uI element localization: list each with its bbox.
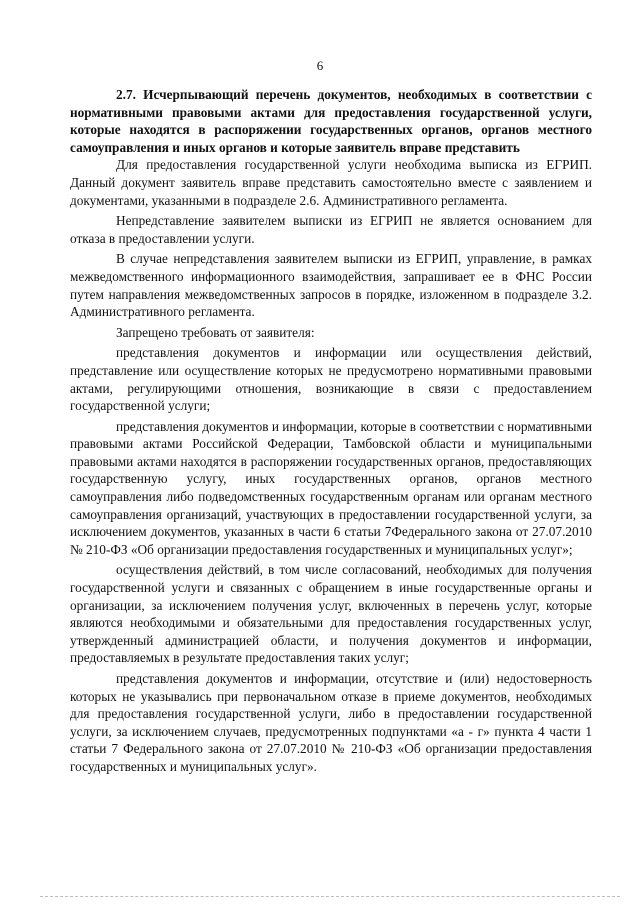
paragraph-non-submission: Непредставление заявителем выписки из ЕГРИП не является основанием для отказа в предоставлении услуги. xyxy=(70,213,592,246)
section-heading: 2.7. Исчерпывающий перечень документов, необходимых в соответствии с нормативными правовыми актами для предоставления государственной услуги, которые находятся в распоряжении государственных органов, органов местного самоуправления и иных органов и которые заявитель вправе представить xyxy=(70,87,592,155)
document-body xyxy=(70,86,592,779)
page-bottom-divider xyxy=(40,896,620,897)
paragraph-egrip-required: Для предоставления государственной услуги необходима выписка из ЕГРИП. Данный документ заявитель вправе представить самостоятельно вместе с заявлением и документами, указанными в подразделе 2.6. Административного регламента. xyxy=(70,157,592,208)
paragraph-prohibited-item-3: осуществления действий, в том числе согласований, необходимых для получения государственной услуги и связанных с обращением в иные государственные органы и организации, за исключением получения услуг, включенных в перечень услуг, которые являются необходимыми и обязательными для предоставления государственных услуг, утвержденный администрацией области, и получения документов и информации, предоставляемых в результате предоставления таких услуг; xyxy=(70,562,592,666)
paragraph-prohibited-item-2: представления документов и информации, которые в соответствии с нормативными правовыми актами Российской Федерации, Тамбовской области и муниципальными правовыми актами находятся в распоряжении государственных органов, предоставляющих государственную услугу, иных государственных органов, органов местного самоуправления либо подведомственных государственным органам или органам местного самоуправления организаций, участвующих в предоставлении государственной услуги, за исключением документов, указанных в части 6 статьи 7Федерального закона от 27.07.2010 № 210-ФЗ «Об организации предоставления государственных и муниципальных услуг»; xyxy=(70,418,592,557)
paragraph-interagency-request: В случае непредставления заявителем выписки из ЕГРИП, управление, в рамках межведомственного информационного взаимодействия, запрашивает ее в ФНС России путем направления межведомственных запросов в порядке, изложенном в подразделе 3.2. Административного регламента. xyxy=(70,251,592,320)
paragraph-prohibited-item-1: представления документов и информации или осуществления действий, представление или осуществление которых не предусмотрено нормативными правовыми актами, регулирующими отношения, возникающие в связи с предоставлением государственной услуги; xyxy=(70,345,592,414)
paragraph-prohibited-intro: Запрещено требовать от заявителя: xyxy=(116,324,315,340)
page-number: 6 xyxy=(316,58,324,73)
paragraph-prohibited-item-4: представления документов и информации, отсутствие и (или) недостоверность которых не указывались при первоначальном отказе в приеме документов, необходимых для предоставления государственной услуги, либо в предоставлении государственной услуги, за исключением случаев, предусмотренных подпунктами «а - г» пункта 4 части 1 статьи 7 Федерального закона от 27.07.2010 № 210-ФЗ «Об организации предоставления государственных и муниципальных услуг». xyxy=(70,671,592,774)
